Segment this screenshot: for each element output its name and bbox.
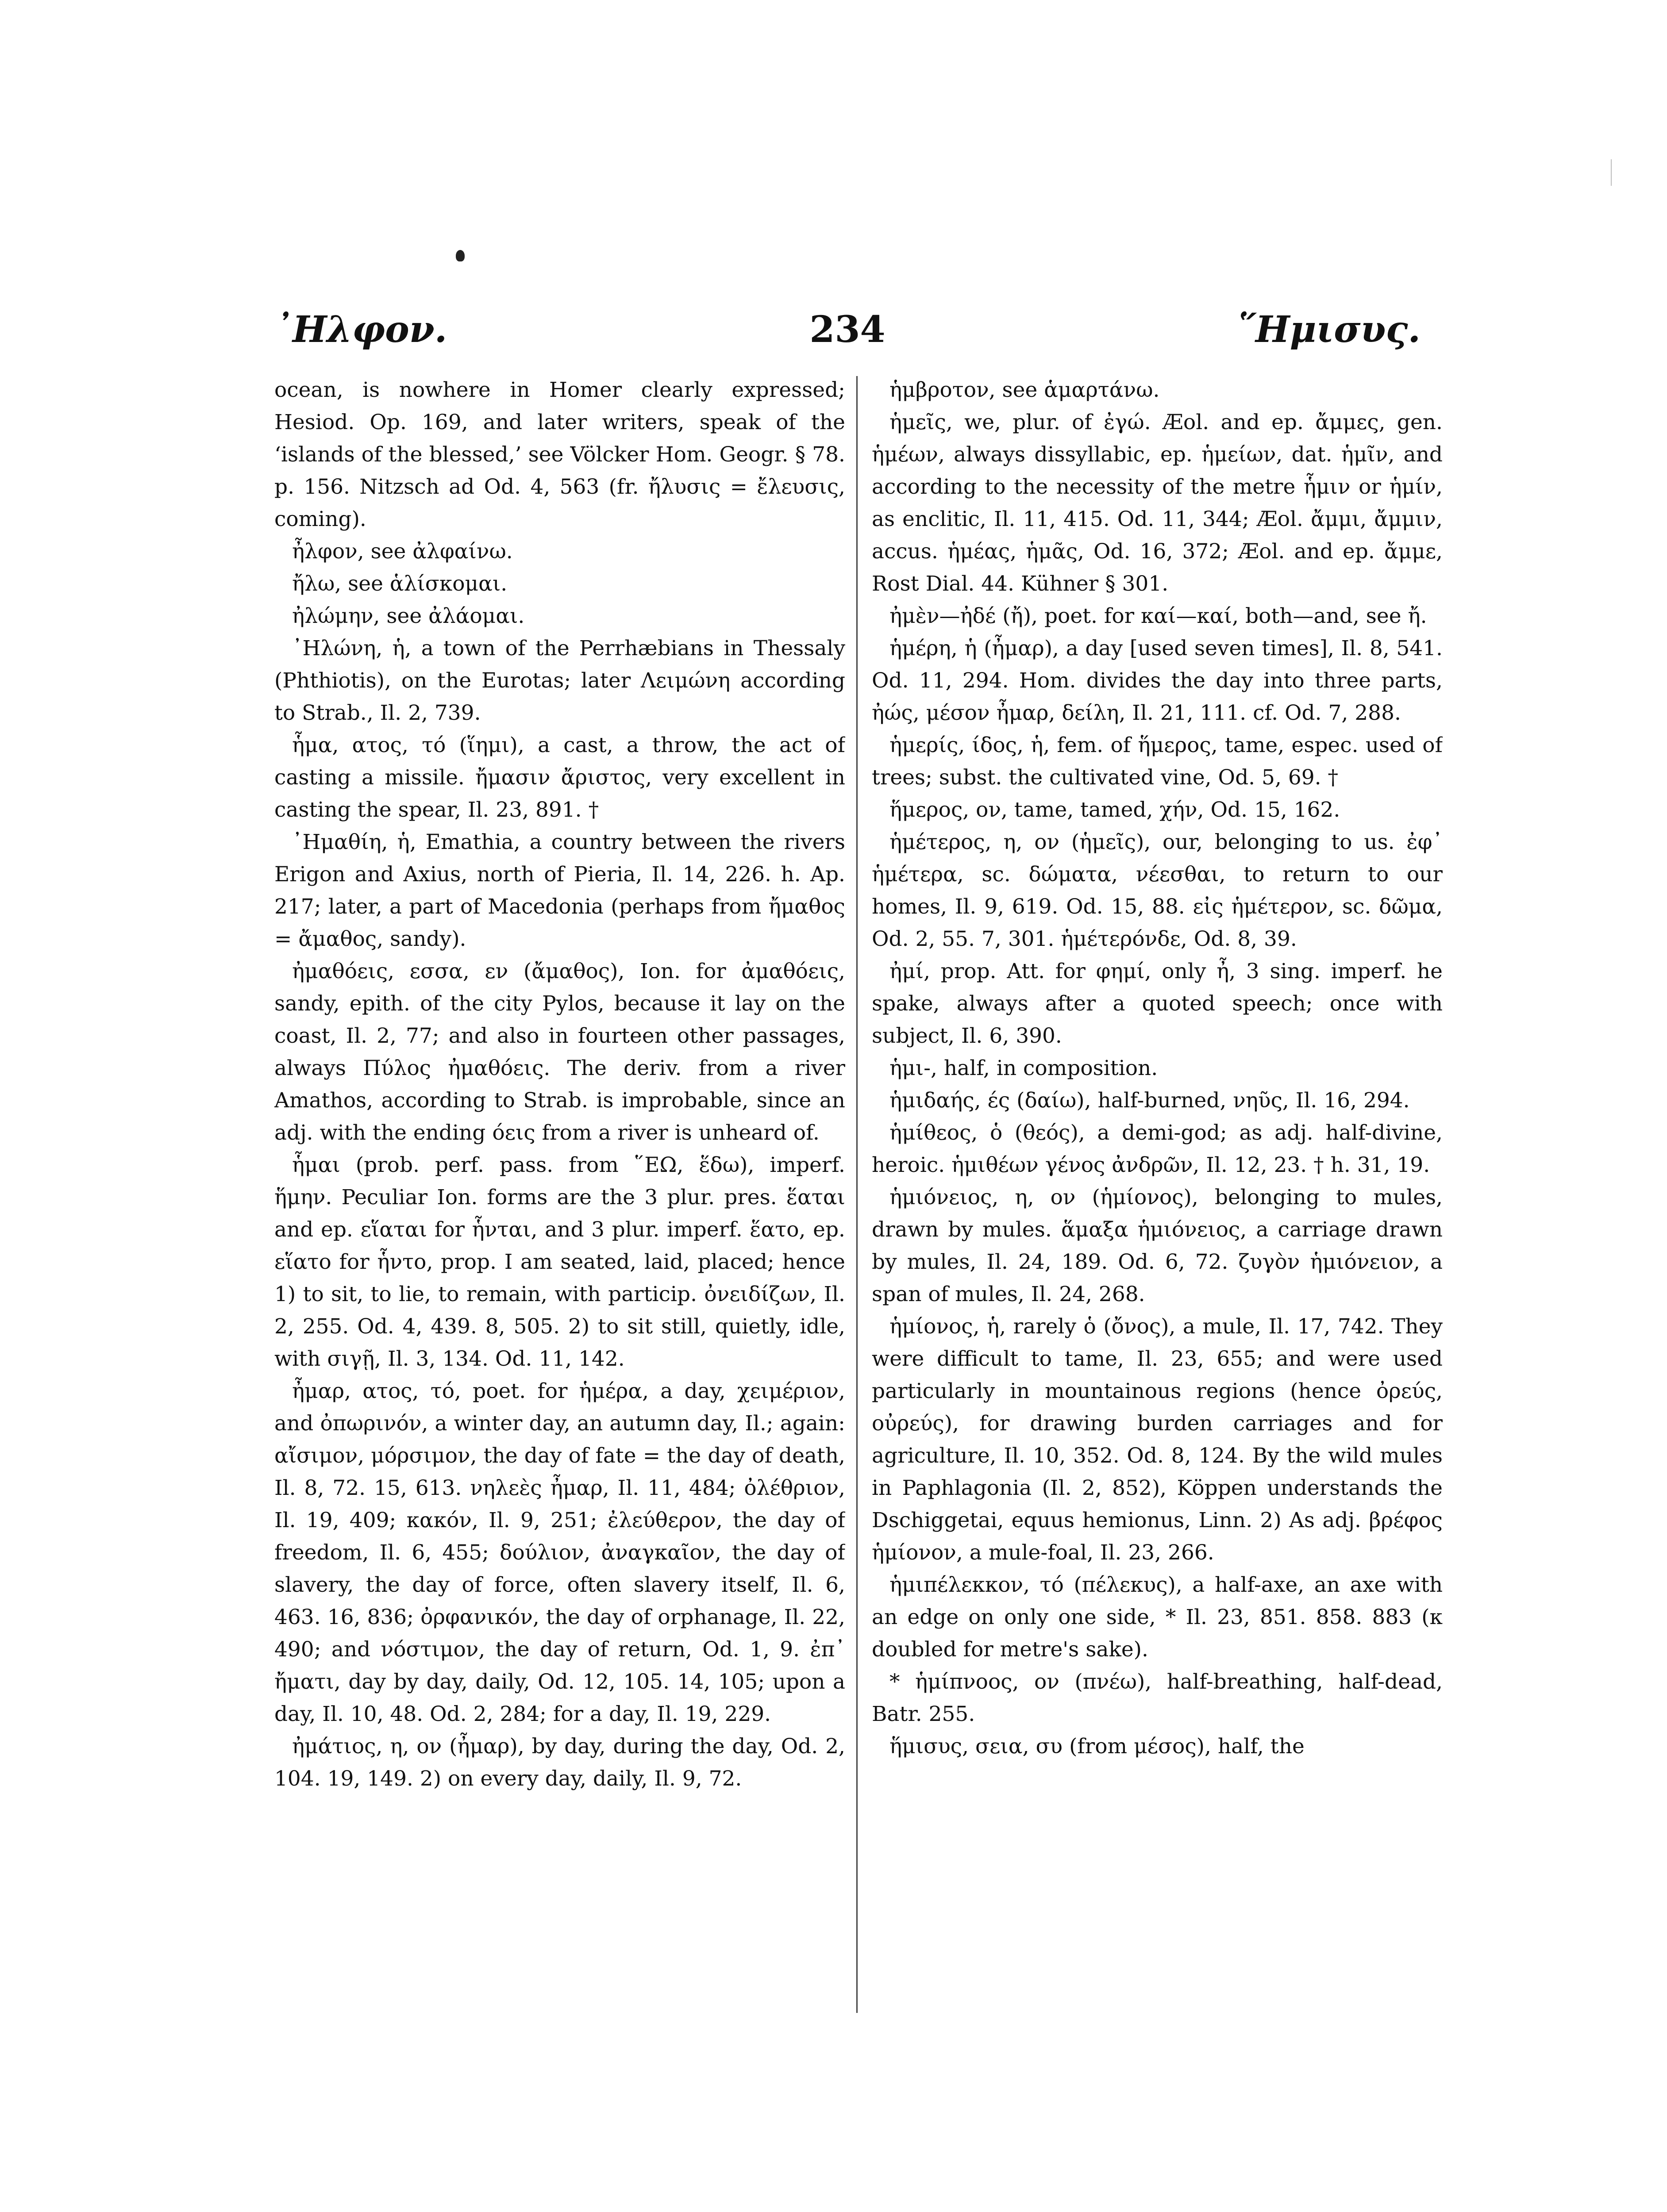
dictionary-entry: ἤλω, see ἁλίσκομαι.: [292, 572, 508, 596]
dictionary-entry: ἠμί, prop. Att. for φημί, only ἦ, 3 sing. imperf. he spake, always after a quoted speech; once with subject, Il. 6, 390.: [872, 959, 1443, 1048]
dictionary-entry: ἦμαρ, ατος, τό, poet. for ἡμέρα, a day, χειμέριον, and ὀπωρινόν, a winter day, an autumn day, Il.; again: αἴσιμον, μόρσιμον, the day of fate = the day of death, Il. 8, 72. 15, 613. νηλεὲς ἦμαρ, Il. 11, 484; ὀλέθριον, Il. 19, 409; κακόν, Il. 9, 251; ἐλεύθερον, the day of freedom, Il. 6, 455; δούλιον, ἀναγκαῖον, the day of slavery, the day of force, often slavery itself, Il. 6, 463. 16, 836; ὀρφανικόν, the day of orphanage, Il. 22, 490; and νόστιμον, the day of return, Od. 1, 9. ἐπ᾽ ἤματι, day by day, daily, Od. 12, 105. 14, 105; upon a day, Il. 10, 48. Od. 2, 284; for a day, Il. 19, 229.: [274, 1379, 845, 1726]
dictionary-entry: ἡμίονος, ἡ, rarely ὁ (ὄνος), a mule, Il. 17, 742. They were difficult to tame, Il. 23, 655; and were used particularly in mountainous regions (hence ὀρεύς, οὐρεύς), for drawing burden carriages and for agriculture, Il. 10, 352. Od. 8, 124. By the wild mules in Paphlagonia (Il. 2, 852), Köppen understands the Dschiggetai, equus hemionus, Linn. 2) As adj. βρέφος ἡμίονον, a mule-foal, Il. 23, 266.: [872, 1314, 1443, 1565]
dictionary-entry: * ἡμίπνοος, ον (πνέω), half-breathing, half-dead, Batr. 255.: [872, 1670, 1443, 1726]
left-column: [274, 374, 845, 2212]
dictionary-entry: ἡμι-, half, in composition.: [889, 1056, 1158, 1080]
page-number: 234: [809, 308, 885, 351]
dictionary-entry: ᾿Ημαθίη, ἡ, Emathia, a country between the rivers Erigon and Axius, north of Pieria, Il. 14, 226. h. Ap. 217; later, a part of Macedonia (perhaps from ἤμαθος = ἄμαθος, sandy).: [274, 830, 845, 951]
ink-mark: [456, 250, 465, 261]
dictionary-entry: ἠμαθόεις, εσσα, εν (ἄμαθος), Ion. for ἀμαθόεις, sandy, epith. of the city Pylos, because it lay on the coast, Il. 2, 77; and also in fourteen other passages, always Πύλος ἠμαθόεις. The deriv. from a river Amathos, according to Strab. is improbable, since an adj. with the ending όεις from a river is unheard of.: [274, 959, 845, 1145]
page-edge-mark: [1611, 159, 1612, 186]
dictionary-entry: ἡμιπέλεκκον, τό (πέλεκυς), a half-axe, an axe with an edge on only one side, * Il. 23, 851. 858. 883 (κ doubled for metre's sake).: [872, 1573, 1443, 1662]
dictionary-entry: ἡμέρη, ἡ (ἦμαρ), a day [used seven times], Il. 8, 541. Od. 11, 294. Hom. divides the day into three parts, ἠώς, μέσον ἦμαρ, δείλη, Il. 21, 111. cf. Od. 7, 288.: [872, 636, 1443, 725]
dictionary-entry: ἥμισυς, σεια, συ (from μέσος), half, the: [889, 1734, 1305, 1759]
dictionary-entry: ocean, is nowhere in Homer clearly expressed; Hesiod. Op. 169, and later writers, speak of the ‘islands of the blessed,’ see Völcker Hom. Geogr. § 78. p. 156. Nitzsch ad Od. 4, 563 (fr. ἤλυσις = ἔλευσις, coming).: [274, 378, 845, 531]
dictionary-entry: ἠμάτιος, η, ον (ἦμαρ), by day, during the day, Od. 2, 104. 19, 149. 2) on every day, daily, Il. 9, 72.: [274, 1734, 845, 1791]
dictionary-entry: ἧμαι (prob. perf. pass. from ῞ΕΩ, ἕδω), imperf. ἥμην. Peculiar Ion. forms are the 3 plur. pres. ἕαται and ep. εἵαται for ἧνται, and 3 plur. imperf. ἕατο, ep. εἵατο for ἧντο, prop. I am seated, laid, placed; hence 1) to sit, to lie, to remain, with particip. ὀνειδίζων, Il. 2, 255. Od. 4, 439. 8, 505. 2) to sit still, quietly, idle, with σιγῇ, Il. 3, 134. Od. 11, 142.: [274, 1153, 845, 1371]
dictionary-entry: ἦλφον, see ἀλφαίνω.: [292, 539, 513, 564]
dictionary-entry: ἠλώμην, see ἀλάομαι.: [292, 604, 525, 628]
dictionary-entry: ἥμερος, ον, tame, tamed, χήν, Od. 15, 162.: [889, 798, 1340, 822]
left-running-headword: ᾿Ηλφον.: [274, 308, 447, 351]
dictionary-entry: ἧμα, ατος, τό (ἵημι), a cast, a throw, the act of casting a missile. ἤμασιν ἄριστος, very excellent in casting the spear, Il. 23, 891. †: [274, 733, 845, 822]
dictionary-entry: ἡμιδαής, ές (δαίω), half-burned, νηῦς, Il. 16, 294.: [889, 1088, 1410, 1113]
dictionary-entry: ᾿Ηλώνη, ἡ, a town of the Perrhæbians in Thessaly (Phthiotis), on the Eurotas; later Λειμώνη according to Strab., Il. 2, 739.: [274, 636, 845, 725]
right-running-headword: ῞Ημισυς.: [1237, 308, 1421, 351]
column-divider: [856, 376, 858, 2013]
dictionary-entry: ἡμερίς, ίδος, ἡ, fem. of ἥμερος, tame, espec. used of trees; subst. the cultivated vine, Od. 5, 69. †: [872, 733, 1443, 790]
running-header: [274, 305, 1421, 354]
dictionary-entry: ἠμὲν—ἠδέ (ἤ), poet. for καί—καί, both—and, see ἤ.: [889, 604, 1427, 628]
right-column: [872, 374, 1443, 2212]
dictionary-entry: ἡμεῖς, we, plur. of ἐγώ. Æol. and ep. ἄμμες, gen. ἡμέων, always dissyllabic, ep. ἡμείων, dat. ἡμῖν, and according to the necessity of the metre ἧμιν or ἡμίν, as enclitic, Il. 11, 415. Od. 11, 344; Æol. ἄμμι, ἄμμιν, accus. ἡμέας, ἡμᾶς, Od. 16, 372; Æol. and ep. ἄμμε, Rost Dial. 44. Kühner § 301.: [872, 410, 1443, 596]
dictionary-entry: ἡμιόνειος, η, ον (ἡμίονος), belonging to mules, drawn by mules. ἅμαξα ἡμιόνειος, a carriage drawn by mules, Il. 24, 189. Od. 6, 72. ζυγὸν ἡμιόνειον, a span of mules, Il. 24, 268.: [872, 1185, 1443, 1306]
dictionary-entry: ἡμίθεος, ὁ (θεός), a demi-god; as adj. half-divine, heroic. ἡμιθέων γένος ἀνδρῶν, Il. 12, 23. † h. 31, 19.: [872, 1121, 1443, 1177]
dictionary-entry: ἡμέτερος, η, ον (ἡμεῖς), our, belonging to us. ἐφ᾽ ἡμέτερα, sc. δώματα, νέεσθαι, to return to our homes, Il. 9, 619. Od. 15, 88. εἰς ἡμέτερον, sc. δῶμα, Od. 2, 55. 7, 301. ἡμέτερόνδε, Od. 8, 39.: [872, 830, 1443, 951]
dictionary-entry: ἡμβροτον, see ἁμαρτάνω.: [889, 378, 1160, 402]
